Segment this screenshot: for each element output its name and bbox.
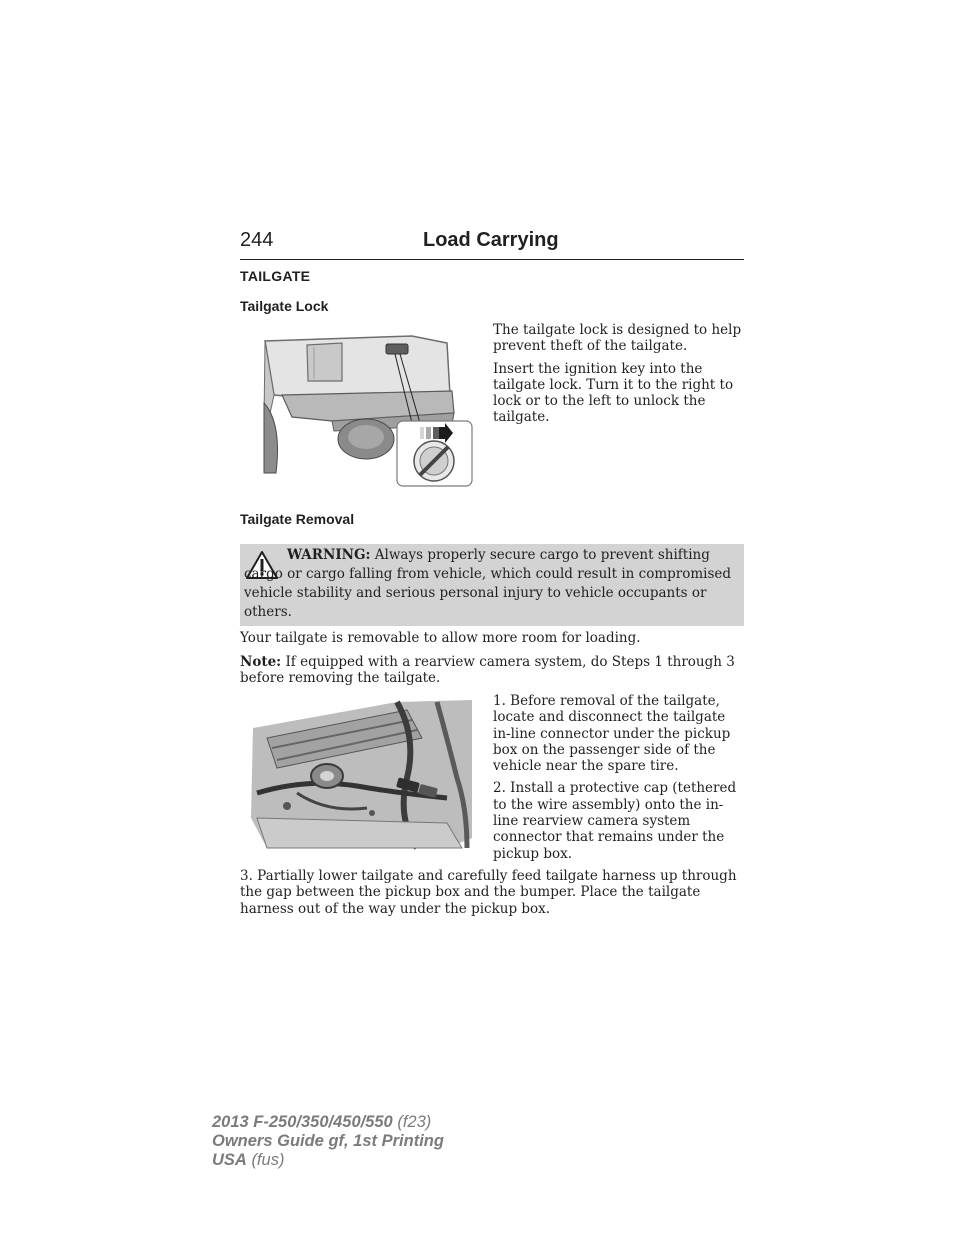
warning-box <box>240 544 744 626</box>
header-rule <box>240 259 744 260</box>
warning-text <box>244 546 740 622</box>
step-2: 2. Install a protective cap (tethered to the wire assembly) onto the in-line rearview camera system connector that remains under the pickup box. <box>493 780 737 862</box>
footer-model: 2013 F-250/350/450/550 <box>212 1113 393 1131</box>
step-3: 3. Partially lower tailgate and carefully feed tailgate harness up through the gap between the pickup box and the bumper. Place the tailgate harness out of the way under the pickup box. <box>240 868 737 917</box>
note-text: If equipped with a rearview camera system, do Steps 1 through 3 before removing the tailgate. <box>240 654 735 687</box>
footer-market: USA <box>212 1151 247 1169</box>
footer-line-guide <box>212 1132 444 1151</box>
footer-guide: Owners Guide gf, 1st Printing <box>212 1132 444 1150</box>
tailgate-removal-subheading: Tailgate Removal <box>240 511 355 527</box>
tailgate-lock-illustration <box>262 333 474 488</box>
note-label: Note: <box>240 654 282 670</box>
removal-intro: Your tailgate is removable to allow more room for loading. <box>240 630 641 646</box>
tailgate-lock-subheading: Tailgate Lock <box>240 298 329 314</box>
footer-line-market <box>212 1151 444 1170</box>
step-1: 1. Before removal of the tailgate, locate and disconnect the tailgate in-line connector under the pickup box on the passenger side of the vehicle near the spare tire. <box>493 693 731 775</box>
footer-market-code: (fus) <box>251 1151 285 1169</box>
warning-body: Always properly secure cargo to prevent shifting cargo or cargo falling from vehicle, which could result in compromised vehicle stability and serious personal injury to vehicle occupants or others. <box>244 547 732 620</box>
note-paragraph <box>240 654 744 687</box>
removal-steps-right <box>493 693 745 862</box>
footer-line-model <box>212 1113 444 1132</box>
paragraph: The tailgate lock is designed to help prevent theft of the tailgate. <box>493 322 742 355</box>
section-heading: TAILGATE <box>240 268 311 284</box>
tailgate-connector-illustration <box>247 698 474 853</box>
page-number: 244 <box>240 229 274 251</box>
warning-label: WARNING: <box>287 547 371 563</box>
footer <box>212 1113 444 1170</box>
footer-model-code: (f23) <box>397 1113 432 1131</box>
chapter-title: Load Carrying <box>423 229 559 251</box>
tailgate-lock-text <box>493 322 745 426</box>
paragraph: Insert the ignition key into the tailgate lock. Turn it to the right to lock or to the left to unlock the tailgate. <box>493 360 734 426</box>
